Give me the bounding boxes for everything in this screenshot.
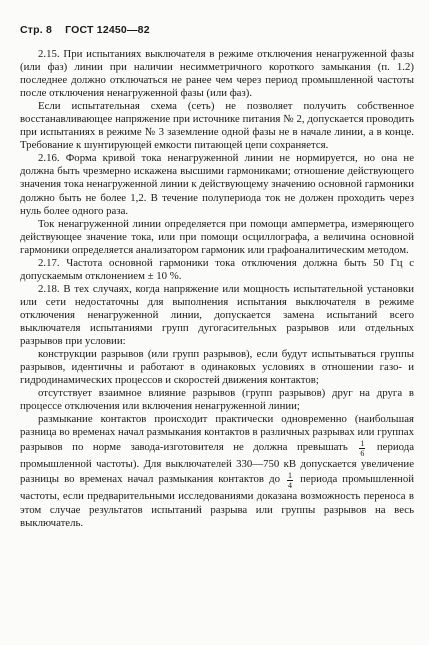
fraction-numerator: 1 bbox=[288, 471, 293, 481]
paragraph-2-16: 2.16. Форма кривой тока ненагруженной линии не нормируется, но она не должна быть чрезмерно искажена высшими гармониками; отношение действующего значения тока ненагруженной линии к действующему значению основной гармоники должно быть не более 1,2. В течение полупериода ток не должен проходить через нуль более одного раза. bbox=[20, 152, 414, 217]
text-segment: периода промышленной частоты). Для выключателей 330—750 кВ допускается увеличение разницы во временах начал размыкания контактов до bbox=[20, 441, 415, 486]
fraction-denominator: 6 bbox=[360, 449, 365, 459]
paragraph-test-circuit: Если испытательная схема (сеть) не позволяет получить собственное восстанавливающее напряжение при источнике питания № 2, допускается проводить при испытаниях в режиме № 3 заземление одной фазы не в начале линии, а в конце. Требование к шунтирующей емкости питающей цепи сохраняется. bbox=[20, 100, 414, 152]
text-segment: периода промышленной частоты, если предварительными исследованиями доказана возможность переноса в этом случае результатов испытаний разрыва или группы разрывов на весь выключатель. bbox=[20, 473, 414, 529]
page-header bbox=[20, 24, 414, 36]
paragraph-current-measurement: Ток ненагруженной линии определяется при помощи амперметра, измеряющего действующее значение тока, или при помощи осциллографа, а величина основной гармоники определяется анализатором гармоник или графоаналитическим методом. bbox=[20, 217, 414, 256]
fraction-one-sixth bbox=[359, 439, 365, 458]
paragraph-condition-simultaneous bbox=[20, 413, 414, 529]
text-segment: размыкание контактов происходит практически одновременно (наибольшая разница во временах начал размыкания контактов в различных разрывах или группах разрывов по норме завода-изготовителя не должна превышать bbox=[20, 413, 414, 454]
paragraph-condition-no-influence: отсутствует взаимное влияние разрывов (групп разрывов) друг на друга в процессе отключения или включения ненагруженной линии; bbox=[20, 387, 414, 413]
fraction-numerator: 1 bbox=[360, 439, 365, 449]
standard-code: ГОСТ 12450—82 bbox=[65, 24, 150, 36]
paragraph-2-18: 2.18. В тех случаях, когда напряжение или мощность испытательной установки или сети недостаточны для выполнения испытания выключателя в режиме отключения ненагруженной линии, допускается замена испытаний всего выключателя испытаниями групп дугогасительных разрывов или отдельных разрывов при условии: bbox=[20, 282, 414, 348]
paragraph-2-15: 2.15. При испытаниях выключателя в режиме отключения ненагруженной фазы (или фаз) линии при наличии несимметричного короткого замыкания (п. 1.2) последнее должно отключаться не ранее чем через период промышленной частоты после отключения ненагруженной фазы (или фаз). bbox=[20, 48, 414, 100]
document-body bbox=[20, 48, 414, 530]
paragraph-2-17: 2.17. Частота основной гармоники тока отключения должна быть 50 Гц с допускаемым отклонением ± 10 %. bbox=[20, 256, 414, 282]
paragraph-condition-design: конструкции разрывов (или групп разрывов), если будут испытываться группы разрывов, идентичны и работают в одинаковых условиях в отношении газо- и гидродинамических процессов и скоростей движения контактов; bbox=[20, 348, 414, 387]
fraction-one-quarter bbox=[287, 471, 293, 490]
fraction-denominator: 4 bbox=[288, 481, 293, 491]
page-number: Стр. 8 bbox=[20, 24, 53, 36]
